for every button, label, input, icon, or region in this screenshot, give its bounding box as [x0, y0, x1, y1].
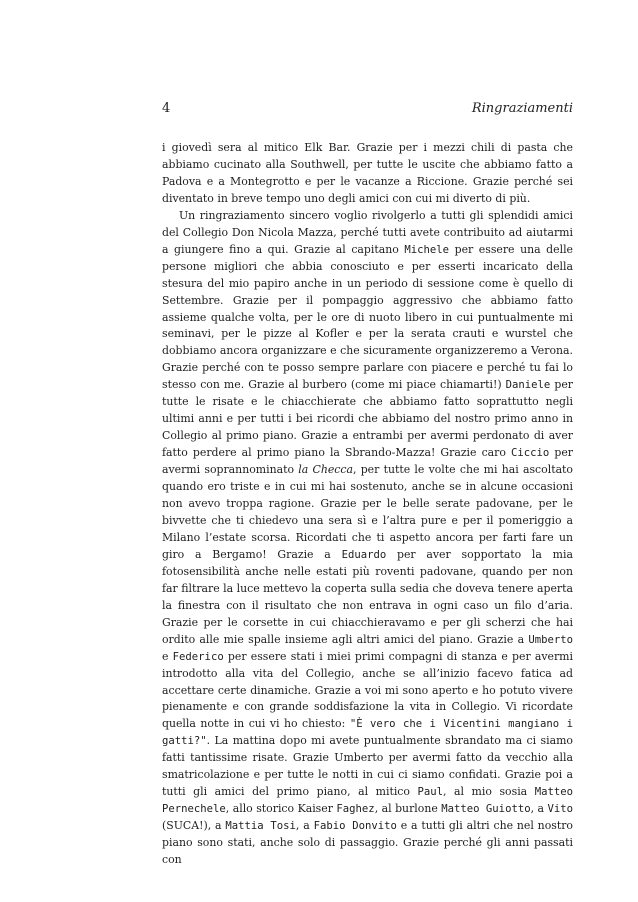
- name-daniele: Daniele: [505, 379, 551, 392]
- name-federico: Federico: [172, 650, 224, 663]
- name-paul: Paul: [417, 786, 444, 799]
- text-run: , allo storico Kaiser: [225, 802, 337, 816]
- text-run: per tutte le risate e le chiacchierate che abbiamo fatto soprattutto negli ultimi anni e per tutti i bei ricordi che abbiamo del nostro primo anno in Collegio al primo piano. Grazie a entrambi per avermi perdonato di aver fatto perdere al primo piano la Sbrando-Mazza! Grazie caro: [162, 378, 573, 460]
- text-run: , a: [295, 819, 314, 833]
- body-text: [162, 140, 573, 869]
- text-run: , a: [530, 802, 548, 816]
- paragraph-1: i giovedì sera al mitico Elk Bar. Grazie per i mezzi chili di pasta che abbiamo cucinato alla Southwell, per tutte le uscite che abbiamo fatto a Padova e a Montegrotto e per le vacanze a Riccione. Grazie perché sei diventato in breve tempo uno degli amici con cui mi diverto di più.: [162, 141, 573, 205]
- name-fabio-donvito: Fabio Donvito: [313, 820, 397, 833]
- nickname-la-checca: la Checca: [298, 463, 353, 477]
- name-faghez: Faghez: [336, 803, 375, 816]
- name-matteo-guiotto: Matteo Guiotto: [441, 803, 531, 816]
- running-head: Ringraziamenti: [471, 101, 573, 116]
- text-run: per avermi soprannominato: [162, 446, 573, 477]
- text-run: Un ringraziamento sincero voglio rivolgerlo a tutti gli splendidi amici del Collegio Don Nicola Mazza, perché tutti avete contribuito ad aiutarmi a giungere fino a qui. Grazie al capitano: [162, 208, 573, 256]
- text-run: , al burlone: [374, 802, 442, 816]
- text-run: per essere una delle persone migliori che abbia conosciuto e per esserti incaricato della stesura del mio papiro anche in un periodo di sessione come è quello di Settembre. Grazie per il pompaggio aggressivo che abbiamo fatto assieme qualche volta, per le ore di nuoto libero in cui puntualmente mi seminavi, per le pizze al Kofler e per la serata crauti e wurstel che dobbiamo ancora organizzare e che sicuramente organizzeremo a Verona. Grazie perché con te posso sempre parlare con piacere e perché tu fai lo stesso con me. Grazie al burbero (come mi piace chiamarti!): [162, 242, 573, 392]
- text-run: e: [162, 649, 173, 663]
- page-header: [162, 101, 573, 117]
- text-run: . La mattina dopo mi avete puntualmente sbrandato ma ci siamo fatti tantissime risate. Grazie Umberto per avermi fatto da vecchio alla smatricolazione e per tutte le notti in cui ci siamo confidati. Grazie poi a tutti gli amici del primo piano, al mitico: [162, 734, 573, 799]
- name-eduardo: Eduardo: [341, 548, 387, 561]
- text-run: , per tutte le volte che mi hai ascoltato quando ero triste e in cui mi hai sostenuto, anche se in alcune occasioni non avevo troppa ragione. Grazie per le belle serate padovane, per le bivvette che ti chiedevo una sera sì e l’altra pure e per il pomeriggio a Milano l’estate scorsa. Ricordati che ti aspetto ancora per farti fare un giro a Bergamo! Grazie a: [162, 463, 573, 561]
- text-run: (SUCA!), a: [162, 819, 226, 833]
- paragraph-2: [162, 208, 573, 869]
- quoted-question: "È vero che i Vicentini mangiano i gatti?": [162, 718, 573, 748]
- text-run: e a tutti gli altri che nel nostro piano sono stati, anche solo di passaggio. Grazie perché gli anni passati con: [162, 819, 573, 867]
- text-run: per aver sopportato la mia fotosensibilità anche nelle estati più roventi padovane, quando per non far filtrare la luce mettevo la coperta sulla sedia che doveva tenere aperta la finestra con il risultato che non entrava in ogni caso un filo d’aria. Grazie per le corsette in cui chiacchieravamo e per gli scherzi che hai ordito alle mie spalle insieme agli altri amici del piano. Grazie a: [162, 547, 573, 646]
- name-vito: Vito: [547, 803, 574, 816]
- name-michele: Michele: [404, 243, 450, 256]
- name-mattia-tosi: Mattia Tosi: [225, 820, 296, 833]
- page-number: 4: [162, 101, 171, 116]
- name-ciccio: Ciccio: [511, 447, 550, 460]
- text-run: per essere stati i miei primi compagni di stanza e per avermi introdotto alla vita del Collegio, anche se all’inizio facevo fatica ad accettare certe dinamiche. Grazie a voi mi sono aperto e ho potuto vivere pienamente e con grande soddisfazione la vita in Collegio. Vi ricordate quella notte in cui vi ho chiesto:: [162, 649, 573, 731]
- name-matteo-pernechele: Matteo Pernechele: [162, 786, 573, 816]
- name-umberto: Umberto: [528, 633, 573, 646]
- text-run: , al mio sosia: [443, 785, 535, 799]
